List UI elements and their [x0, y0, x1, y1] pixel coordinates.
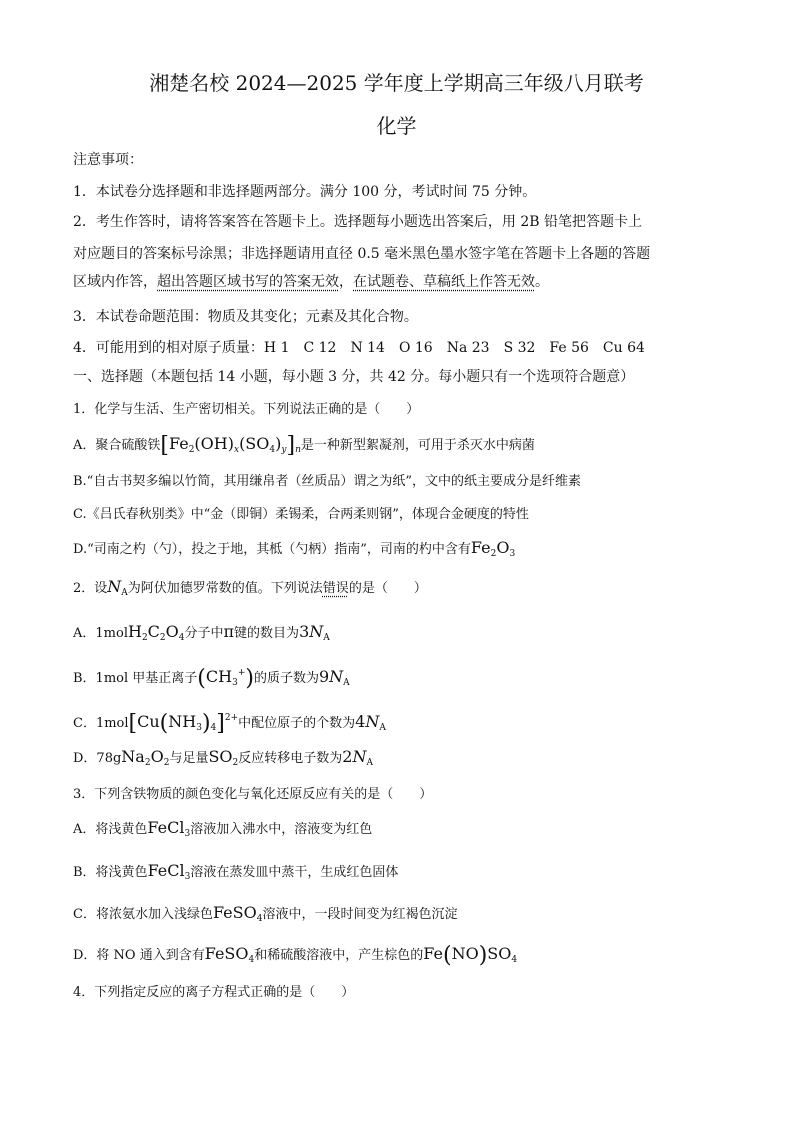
question-3-stem: 3．下列含铁物质的颜色变化与氧化还原反应有关的是（ ） — [73, 787, 433, 802]
notice-item-3: 3．本试卷命题范围：物质及其变化；元素及其化合物。 — [73, 309, 418, 325]
formula-copper-ammine: $[Cu(NH_3)_4]^{2+}$ — [128, 711, 239, 736]
stem-text: 的是（ ） — [348, 581, 427, 596]
question-3-option-d — [73, 944, 517, 970]
option-text: 和稀硫酸溶液中，产生棕色的 — [254, 948, 424, 963]
section-heading: 一、选择题（本题包括 14 小题，每小题 3 分，共 42 分。每小题只有一个选项符合题意） — [73, 369, 635, 385]
question-2-option-a — [73, 622, 330, 648]
option-text: 的质子数为 — [253, 671, 319, 686]
formula-fecl3: FeCl$_3$ — [147, 861, 191, 882]
notice-text: 。 — [535, 274, 549, 290]
question-1-option-a — [73, 434, 535, 460]
option-text: 中配位原子的个数为 — [238, 716, 356, 731]
option-text: 反应转移电子数为 — [238, 751, 343, 766]
formula-fe-no-so4: $Fe(NO)SO_4$ — [423, 943, 518, 968]
option-text: A．将浅黄色 — [73, 822, 148, 837]
question-1-stem: 1．化学与生活、生产密切相关。下列说法正确的是（ ） — [73, 402, 420, 417]
avogadro-symbol: $N_A$ — [107, 577, 128, 598]
question-2-option-d — [73, 747, 373, 773]
notice-heading: 注意事项： — [73, 152, 143, 168]
option-text: 分子中 — [184, 626, 224, 641]
answer-value: $4N_A$ — [355, 712, 386, 733]
formula-feso4: FeSO$_4$ — [204, 944, 255, 965]
formula-na2o2: $Na_2O_2$ — [121, 747, 170, 768]
option-text: D．78g — [73, 751, 122, 766]
formula-fe2o3: $Fe_2O_3$ — [470, 538, 516, 559]
option-text: 键的数目为 — [234, 626, 300, 641]
notice-item-2-line-1: 2．考生作答时，请将答案答在答题卡上。选择题每小题选出答案后，用 2B 铅笔把答题卡上 — [73, 214, 643, 230]
option-text: D．将 NO 通入到含有 — [73, 948, 205, 963]
notice-text: 区域内作答， — [73, 274, 157, 290]
answer-value: $9N_A$ — [318, 667, 350, 688]
option-text: 溶液加入沸水中，溶液变为红色 — [190, 822, 373, 837]
option-text: B．将浅黄色 — [73, 865, 148, 880]
option-text: A．1mol — [73, 626, 128, 641]
notice-item-4: 4．可能用到的相对原子质量：H 1 C 12 N 14 O 16 Na 23 S 32 Fe 56 Cu 64 — [73, 340, 645, 356]
pi-symbol: π — [223, 622, 235, 641]
formula-polyferric-sulfate: $[Fe_2(OH)_x(SO_4)_y]_n$ — [160, 433, 301, 458]
formula-ch3-cation: $(CH_3^+)$ — [197, 666, 254, 691]
question-4-stem: 4．下列指定反应的离子方程式正确的是（ ） — [73, 985, 355, 1000]
question-1-option-b: B.“自古书契多编以竹简，其用缣帛者（丝质品）谓之为纸”，文中的纸主要成分是纤维素 — [73, 474, 581, 489]
option-text: C．1mol — [73, 716, 129, 731]
question-2-option-b — [73, 663, 350, 693]
question-2-option-c — [73, 708, 386, 738]
question-1-option-c: C.《吕氏春秋别类》中“金（即铜）柔锡柔，合两柔则钢”，体现合金硬度的特性 — [73, 507, 529, 522]
formula-so2: $SO_2$ — [208, 747, 239, 768]
exam-title: 湘楚名校 2024—2025 学年度上学期高三年级八月联考 — [149, 71, 644, 95]
stem-text: 为阿伏加德罗常数的值。下列说法 — [127, 581, 323, 596]
answer-value: $2N_A$ — [342, 747, 373, 768]
notice-text: ， — [339, 274, 353, 290]
option-text: C．将浓氨水加入浅绿色 — [73, 907, 213, 922]
stem-text: 2．设 — [73, 581, 108, 596]
question-1-option-d — [73, 538, 515, 564]
formula-feso4: FeSO$_4$ — [212, 903, 263, 924]
option-text: 与足量 — [169, 751, 209, 766]
question-3-option-c — [73, 903, 457, 929]
option-text: 溶液中，一段时间变为红褐色沉淀 — [262, 907, 458, 922]
question-3-option-b — [73, 861, 398, 887]
emphasis-text: 超出答题区域书写的答案无效 — [157, 274, 339, 290]
question-2-stem — [73, 577, 427, 603]
option-text: A．聚合硫酸铁 — [73, 438, 161, 453]
notice-item-1: 1．本试卷分选择题和非选择题两部分。满分 100 分，考试时间 75 分钟。 — [73, 184, 537, 200]
option-text: D.“司南之杓（勺），投之于地，其柢（勺柄）指南”，司南的杓中含有 — [73, 542, 471, 557]
notice-item-2-line-2: 对应题目的答案标号涂黑；非选择题请用直径 0.5 毫米黑色墨水签字笔在答题卡上各题的答题 — [73, 246, 651, 262]
option-text: 是一种新型絮凝剂，可用于杀灭水中病菌 — [300, 438, 535, 453]
question-3-option-a — [73, 818, 372, 844]
formula-fecl3: FeCl$_3$ — [147, 818, 191, 839]
subject-title: 化学 — [376, 114, 417, 138]
emphasis-text: 错误 — [322, 581, 349, 596]
answer-value: $3N_A$ — [299, 622, 330, 643]
formula-h2c2o4: $H_2C_2O_4$ — [127, 622, 185, 643]
option-text: B．1mol 甲基正离子 — [73, 671, 198, 686]
option-text: 溶液在蒸发皿中蒸干，生成红色固体 — [190, 865, 399, 880]
emphasis-text: 在试题卷、草稿纸上作答无效 — [353, 274, 535, 290]
notice-item-2-line-3 — [73, 272, 549, 292]
